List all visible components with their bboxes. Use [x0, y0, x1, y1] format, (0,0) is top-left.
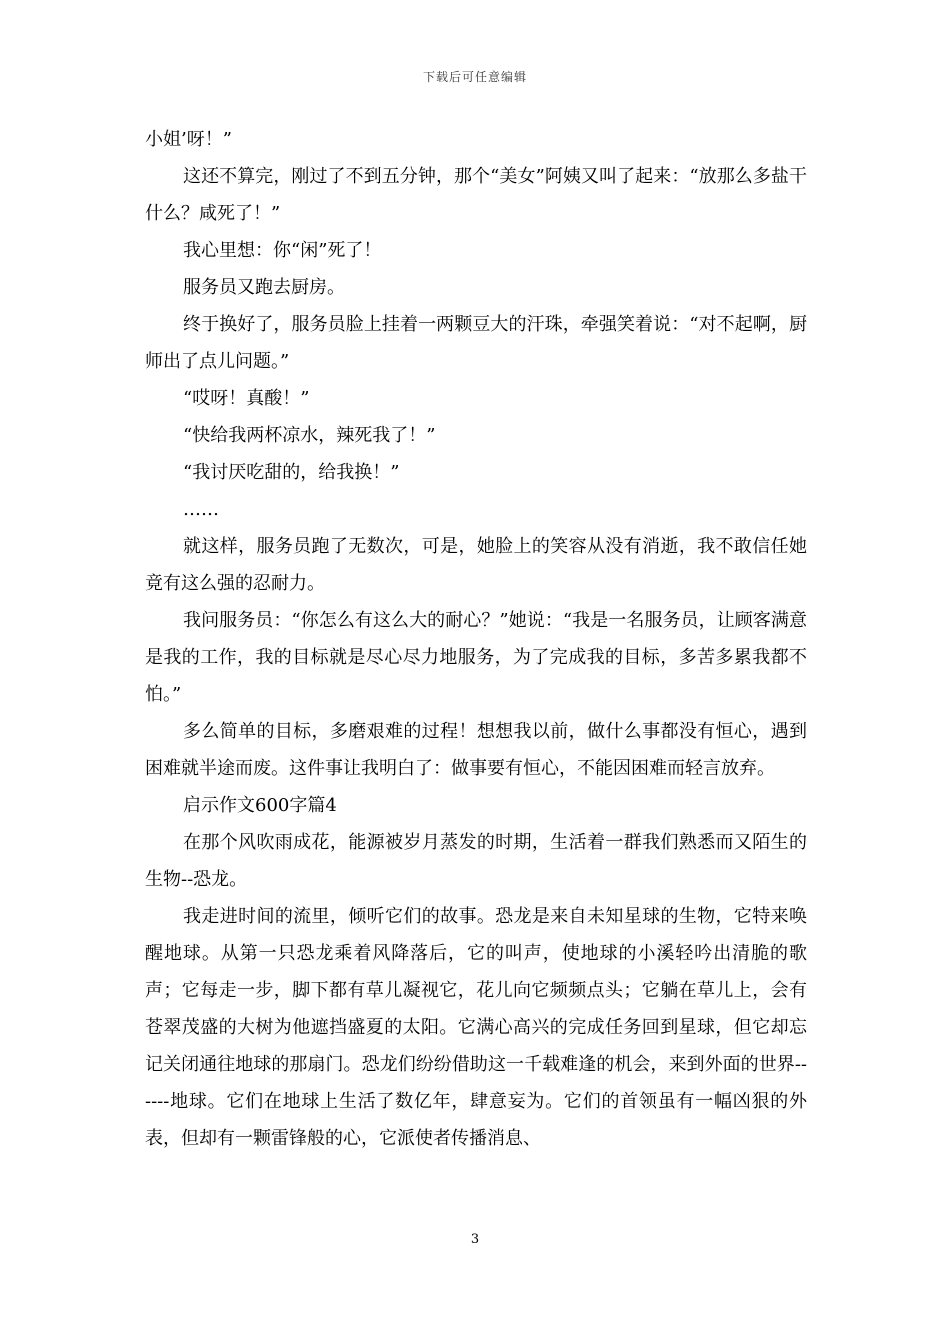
ellipsis-line: ……: [183, 499, 219, 520]
paragraph: “哎呀！真酸！”: [183, 388, 310, 409]
paragraph: 在那个风吹雨成花，能源被岁月蒸发的时期，生活着一群我们熟悉而又陌生的生物--恐龙。: [145, 832, 807, 890]
paragraph: 这还不算完，刚过了不到五分钟，那个“美女”阿姨又叫了起来：“放那么多盐干什么？咸死了！”: [145, 166, 807, 224]
paragraph: 多么简单的目标，多磨艰难的过程！想想我以前，做什么事都没有恒心，遇到困难就半途而废。这件事让我明白了：做事要有恒心，不能因困难而轻言放弃。: [145, 721, 807, 779]
paragraph: “快给我两杯凉水，辣死我了！”: [183, 425, 436, 446]
paragraph: 就这样，服务员跑了无数次，可是，她脸上的笑容从没有消逝，我不敢信任她竟有这么强的忍耐力。: [145, 536, 807, 594]
paragraph: 小姐’呀！”: [145, 129, 232, 150]
paragraph: 我走进时间的流里，倾听它们的故事。恐龙是来自未知星球的生物，它特来唤醒地球。从第一只恐龙乘着风降落后，它的叫声，使地球的小溪轻吟出清脆的歌声；它每走一步，脚下都有草儿凝视它，花儿向它频频点头；它躺在草儿上，会有苍翠茂盛的大树为他遮挡盛夏的太阳。它满心高兴的完成任务回到星球，但它却忘记关闭通往地球的那扇门。恐龙们纷纷借助这一千载难逢的机会，来到外面的世界------地球。它们在地球上生活了数亿年，肆意妄为。它们的首领虽有一幅凶狠的外表，但却有一颗雷锋般的心，它派使者传播消息、: [145, 906, 807, 1149]
paragraph: “我讨厌吃甜的，给我换！”: [183, 462, 400, 483]
paragraph: 我心里想：你“闲”死了！: [183, 240, 382, 261]
paragraph: 我问服务员：“你怎么有这么大的耐心？”她说：“我是一名服务员，让顾客满意是我的工作，我的目标就是尽心尽力地服务，为了完成我的目标，多苦多累我都不怕。”: [145, 610, 807, 705]
document-body: [145, 121, 807, 1157]
page-header: 下载后可任意编辑: [422, 70, 527, 84]
paragraph: 服务员又跑去厨房。: [183, 277, 345, 298]
page-number: 3: [470, 1232, 480, 1247]
paragraph: 终于换好了，服务员脸上挂着一两颗豆大的汗珠，牵强笑着说：“对不起啊，厨师出了点儿问题。”: [145, 314, 807, 372]
section-heading: 启示作文600字篇4: [183, 795, 337, 816]
